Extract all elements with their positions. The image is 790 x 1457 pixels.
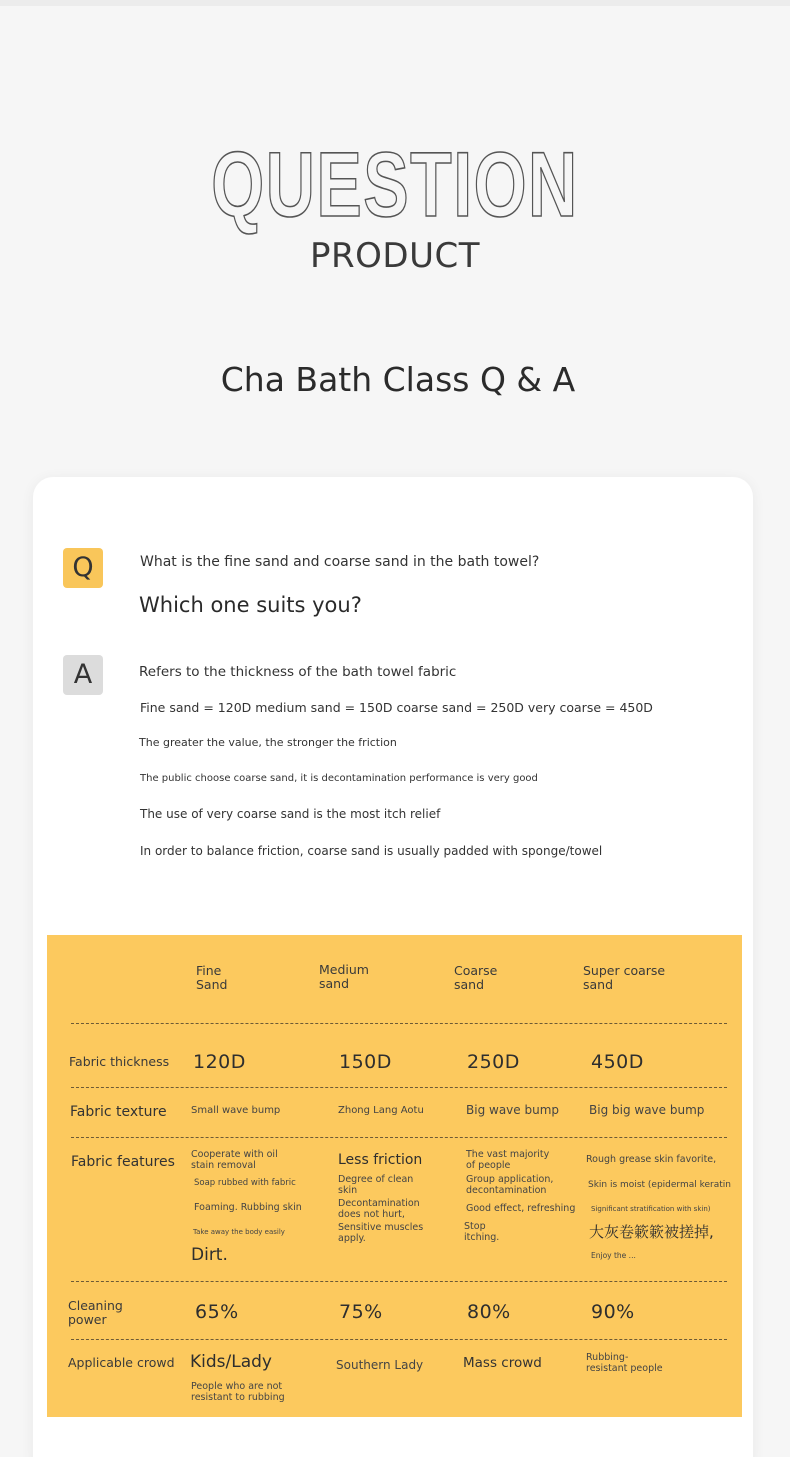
features-super-2: Skin is moist (epidermal keratin <box>588 1180 731 1190</box>
features-coarse-3: Good effect, refreshing <box>466 1203 576 1214</box>
thickness-coarse: 250D <box>467 1051 520 1073</box>
features-super-1: Rough grease skin favorite, <box>586 1154 717 1165</box>
cleaning-fine: 65% <box>195 1301 239 1323</box>
row-divider <box>71 1281 727 1282</box>
features-fine-1: Cooperate with oil stain removal <box>191 1149 278 1171</box>
answer-line: Fine sand = 120D medium sand = 150D coarse sand = 250D very coarse = 450D <box>140 700 653 715</box>
features-fine-3: Foaming. Rubbing skin <box>194 1202 302 1213</box>
texture-coarse: Big wave bump <box>466 1103 559 1117</box>
question-badge: Q <box>63 548 103 588</box>
top-strip <box>0 0 790 6</box>
features-fine-4: Take away the body easily <box>193 1228 285 1236</box>
crowd-medium: Southern Lady <box>336 1358 424 1372</box>
row-label-cleaning: Cleaning power <box>68 1298 123 1328</box>
thickness-fine: 120D <box>193 1051 246 1073</box>
answer-line: In order to balance friction, coarse sand is usually padded with sponge/towel <box>140 844 603 858</box>
texture-medium: Zhong Lang Aotu <box>338 1105 424 1116</box>
header-coarse-sand: Coarse sand <box>454 963 498 993</box>
answer-badge: A <box>63 655 103 695</box>
cleaning-super: 90% <box>591 1301 635 1323</box>
answer-line: The use of very coarse sand is the most itch relief <box>140 807 441 821</box>
features-coarse-1: The vast majority of people <box>466 1149 550 1171</box>
features-super-5: Enjoy the ... <box>591 1251 636 1260</box>
row-label-thickness: Fabric thickness <box>69 1054 170 1069</box>
question-line-2: Which one suits you? <box>139 593 362 617</box>
row-divider <box>71 1339 727 1340</box>
comparison-table <box>47 935 742 1417</box>
cleaning-coarse: 80% <box>467 1301 511 1323</box>
crowd-coarse: Mass crowd <box>463 1355 542 1371</box>
features-medium-2: Degree of clean skin <box>338 1174 414 1196</box>
texture-super: Big big wave bump <box>589 1103 705 1117</box>
features-medium-4: Sensitive muscles apply. <box>338 1222 424 1244</box>
hero-title: QUESTION <box>211 134 579 236</box>
features-medium-3: Decontamination does not hurt, <box>338 1198 420 1220</box>
header-fine-sand: Fine Sand <box>196 963 228 993</box>
section-title: Cha Bath Class Q & A <box>220 360 576 399</box>
hero-subtitle: PRODUCT <box>310 236 480 276</box>
answer-line: Refers to the thickness of the bath towel fabric <box>139 664 457 680</box>
qa-card <box>33 477 753 1457</box>
thickness-medium: 150D <box>339 1051 392 1073</box>
row-label-texture: Fabric texture <box>70 1104 167 1120</box>
header-medium-sand: Medium sand <box>319 962 369 992</box>
features-super-3: Significant stratification with skin) <box>591 1205 711 1213</box>
features-medium-1: Less friction <box>338 1152 423 1168</box>
header-super-coarse-sand: Super coarse sand <box>583 963 666 993</box>
answer-line: The public choose coarse sand, it is decontamination performance is very good <box>140 773 538 784</box>
texture-fine: Small wave bump <box>191 1105 281 1116</box>
row-divider <box>71 1023 727 1024</box>
crowd-fine-title: Kids/Lady <box>190 1352 272 1372</box>
crowd-super: Rubbing- resistant people <box>586 1352 663 1374</box>
row-label-features: Fabric features <box>71 1154 175 1170</box>
features-fine-5: Dirt. <box>191 1245 228 1265</box>
crowd-fine-desc: People who are not resistant to rubbing <box>191 1381 285 1403</box>
row-label-crowd: Applicable crowd <box>68 1355 175 1370</box>
features-coarse-2: Group application, decontamination <box>466 1174 554 1196</box>
row-divider <box>71 1087 727 1088</box>
thickness-super: 450D <box>591 1051 644 1073</box>
features-coarse-4: Stop itching. <box>464 1221 500 1243</box>
features-super-4: 大灰卷簌簌被搓掉, <box>589 1223 714 1241</box>
cleaning-medium: 75% <box>339 1301 383 1323</box>
answer-line: The greater the value, the stronger the friction <box>139 736 397 749</box>
row-divider <box>71 1137 727 1138</box>
question-line-1: What is the fine sand and coarse sand in the bath towel? <box>140 554 540 570</box>
features-fine-2: Soap rubbed with fabric <box>194 1178 296 1188</box>
